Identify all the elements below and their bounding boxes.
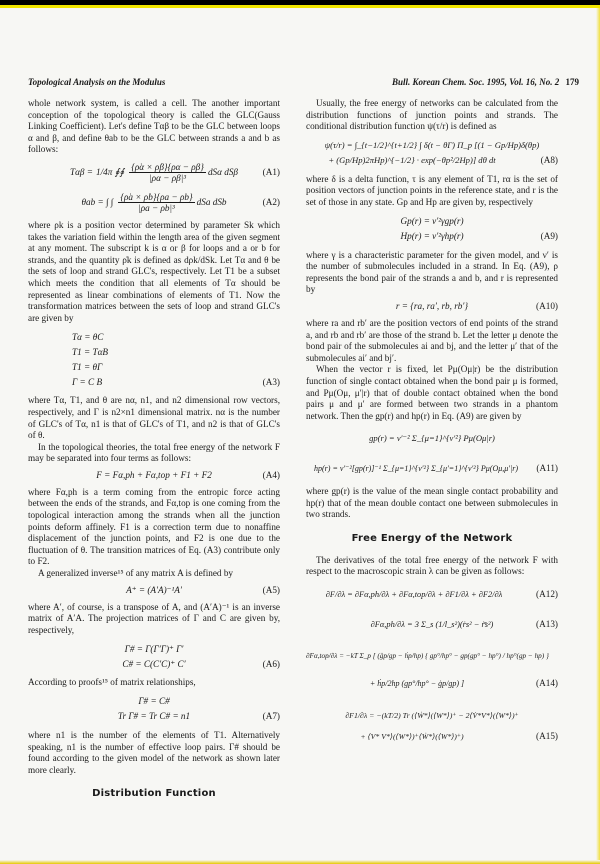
paragraph: where ra and rb′ are the position vectors of end points of the strand a, and rb and rb′ are those of the strand b. Let the letter μ denote the bond pair of the submolecules ai and bj, and the letter μ′ that of the submolecules ai′ and bj′. [306,317,558,363]
paragraph: According to proofs¹⁵ of matrix relationships, [28,677,196,688]
fraction [118,192,194,213]
equation-text: gp(r) = ν′⁻² Σ_{μ=1}^{ν′²} Pμ(Oμ|r) [369,433,495,444]
equation-A9 [306,215,558,244]
equation-number: (A7) [262,711,280,722]
equation-A6 [28,642,280,671]
paragraph: Usually, the free energy of networks can be calculated from the distribution functions of junction points and strands. The conditional distribution function ψ(τ/r) is defined as [306,98,558,132]
equation-line: Gp(r) = ν′²γgp(r) [400,215,464,226]
scan-edge-bottom [0,860,600,864]
denominator: |ρα − ρβ|³ [149,173,186,184]
equation-number: (A11) [536,463,558,474]
equation-line: Tα = θC [72,331,104,342]
equation-number: (A5) [262,584,280,595]
equation-text: ∂Fα,ph/∂λ = 3 Σ_s (1/l_s²)(ṙs² − ṙ̄s²) [370,620,494,630]
equation-line-labeled [306,154,558,168]
equation-text: ∂F/∂λ = ∂Fα,ph/∂λ + ∂Fα,top/∂λ + ∂F1/∂λ + ∂F2/∂λ [325,590,503,600]
equation-differential: dSα dSβ [207,167,239,178]
equation-text: + (Gp/Hp)2πHp)^{−1/2} · exp(−θp²/2Hp)] dθ dt [328,154,496,165]
paragraph: The derivatives of the total free energy of the network F with respect to the macroscopic strain λ can be given as follows: [306,554,558,577]
equation-line: Γ# = C# [138,696,170,707]
equation-number: (A15) [536,731,558,742]
equation-prefactor: 1/4π ∮∮ [95,167,125,178]
equation-line: ∂F1/∂λ = −(kT/2) Tr (⟨Ẇ*⟩(⟨W*⟩)⁺ − 2⟨V̇*V*⟩(⟨W*⟩)⁺ [345,711,519,721]
paragraph: where Fα,ph is a term coming from the entropic force acting between the ends of the strands, and Fα,top is one coming from the topological interaction among the strands when all the junction points deform affinely. F1 is a correction term due to nonaffine displacement of the junction points, and F2 is one due to the fluctuation of θ. The transition matrices of Eq. (A3) contribute only to F2. [28,486,280,567]
equation-text: r = {ra, ra′, rb, rb′} [395,301,469,312]
paragraph: where gp(r) is the value of the mean single contact probability and hp(r) that of the mean double contact one between submolecules in two strands. [306,486,558,520]
running-head-right [392,77,579,87]
equation-line-labeled [28,375,280,389]
paragraph: where Tα, T1, and θ are nα, n1, and n2 dimensional row vectors, respectively, and Γ is n2×n1 dimensional matrix. nα is the number of GLC's of Tα, n1 is that of GLC's of T1, and n2 is that of GLC's of θ. [28,395,280,441]
equation-A15 [306,703,558,744]
equation-lhs: Tαβ = [69,167,93,178]
paragraph: where γ is a characteristic parameter for the given model, and ν′ is the number of submolecules included in a strand. In Eq. (A9), ρ represents the bond pair of the strands a and b, and r is represented by [306,249,558,295]
equation-A11 [306,456,558,482]
equation-A3 [28,330,280,389]
equation-A4 [28,469,280,483]
equation-line: Γ# = Γ(Γ′Γ)⁺ Γ′ [124,643,184,654]
equation-number: (A2) [262,197,280,208]
equation-A14 [306,644,558,697]
equation-number: (A8) [540,154,558,165]
equation-text: + ⟨V* V*⟩(⟨W*⟩)⁺⟨Ẇ*⟩(⟨W*⟩)⁺) [360,732,464,742]
paragraph: where A′, of course, is a transpose of A, and (A′A)⁻¹ is an inverse matrix of A′A. The projection matrices of Γ and C are given by, respectively, [28,601,280,635]
equation-A10 [306,300,558,314]
equation-number: (A6) [262,658,280,669]
equation-line-labeled [306,230,558,244]
equation-A2 [28,190,280,216]
paragraph: whole network system, is called a cell. The another important conception of the topological theory is called the GLC(Gauss Linking Coefficient). Let's define Tαβ to be the GLC between loops α and β, and define θab to be the GLC between strands a and b as follows: [28,98,280,155]
equation-line: ψ(τ/r) = ∫_{t−1/2}^{t+1/2} ∫ δ(t − θΓ) Π_p [(1 − Gp/Hp)δ(θp) [324,139,540,150]
equation-number: (A3) [262,376,280,387]
equation-line-labeled [28,657,280,671]
left-column [28,98,280,810]
equation-text: Tr Γ# = Tr C# = n1 [117,711,191,722]
equation-text: F = Fα,ph + Fα,top + F1 + F2 [96,470,212,481]
equation-number: (A12) [536,589,558,600]
paragraph: A generalized inverse¹⁵ of any matrix A is defined by [38,568,234,579]
scan-edge-top [0,0,600,8]
equation-line-labeled [306,671,558,697]
scan-edge-right [596,8,600,860]
equation-A8 [306,139,558,168]
equation-line: T1 = TαB [72,346,109,357]
equation-text: C# = C(C′C)⁺ C′ [122,658,186,669]
page-number: 179 [565,77,579,87]
equation-line: T1 = θΓ [72,361,103,372]
equation-number: (A4) [262,470,280,481]
equation-number: (A1) [262,167,280,178]
equation-line-labeled [28,710,280,724]
equation-text: Hp(r) = ν′²γhp(r) [400,230,464,241]
equation-gp [306,426,558,452]
running-head-left: Topological Analysis on the Modulus [28,77,166,87]
numerator: {ρ̇a × ρ̇b}{ρa − ρb} [120,192,193,203]
equation-number: (A10) [536,301,558,312]
paragraph: When the vector r is fixed, let Pμ(Oμ|r) be the distribution function of single contact obtained when the bond pair μ is formed, and Pμ(Oμ, μ′|r) that of double contact obtained when the bond pairs μ and μ′ are formed between two strands in a phantom network. Then the gp(r) and hp(r) in Eq. (A9) are given by [306,364,558,421]
equation-number: (A9) [540,230,558,241]
right-column [306,98,558,750]
equation-A1 [28,160,280,186]
equation-number: (A14) [536,678,558,689]
equation-text: A⁺ = (A′A)⁻¹A′ [126,584,182,595]
equation-text: + ḣp/2hp (gp°/hp° − ġp/gp) ] [369,679,465,689]
equation-line-labeled [306,730,558,744]
numerator: {ρ̇α × ρ̇β}{ρα − ρβ} [131,162,204,173]
equation-line: ∂Fα,top/∂λ = −kT Σ_p [ (g̈p/gp − ḣp/hp) { gp°/hp° − gp(gp° − hp°) / hp°(gp − hp) } [306,652,549,661]
equation-lhs: θab = ∫ ∫ [81,197,114,208]
paragraph: where δ is a delta function, τ is any element of T1, rα is the set of position vectors of junction points in the reference state, and r is the set of those in any state. Gp and Hp are given by, respectively [306,173,558,207]
equation-A12 [306,582,558,608]
denominator: |ρa − ρb|³ [138,203,175,214]
equation-differential: dSa dSb [196,197,227,208]
equation-text: hp(r) = ν′⁻²[gp(r)]⁻¹ Σ_{μ=1}^{ν′²} Σ_{μ′=1}^{ν′²} Pμ(Oμ,μ′|r) [314,464,518,474]
equation-A5 [28,584,280,598]
equation-number: (A13) [536,619,558,630]
section-heading: Distribution Function [92,788,216,800]
section-heading: Free Energy of the Network [351,533,513,545]
equation-text: Γ = C B [72,376,103,387]
journal-citation: Bull. Korean Chem. Soc. 1995, Vol. 16, No. 2 [391,77,560,87]
paragraph: In the topological theories, the total free energy of the network F may be separated into four terms as follows: [28,441,280,464]
paragraph: where ρk is a position vector determined by parameter Sk which takes the variation field within the length area of the given segment at any moment. The subscript k is α or β for loops and a or b for strands, and the quantity ρ̇k is defined as dρk/dSk. Let Tα and θ be the sets of loop and strand GLC's, respectively. Let T1 be a subset which meets the condition that all elements of Tα should be represented as linear combinations of elements of T1. Now the transformation matrices between the sets of loop and strand GLC's are given by [28,219,280,323]
fraction [129,162,206,183]
equation-A13 [306,612,558,638]
paragraph: where n1 is the number of the elements of T1. Alternatively speaking, n1 is the number of effective loop pairs. Γ# should be found according to the given model of the network as shown later more clearly. [28,730,280,775]
equation-A7 [28,695,280,724]
